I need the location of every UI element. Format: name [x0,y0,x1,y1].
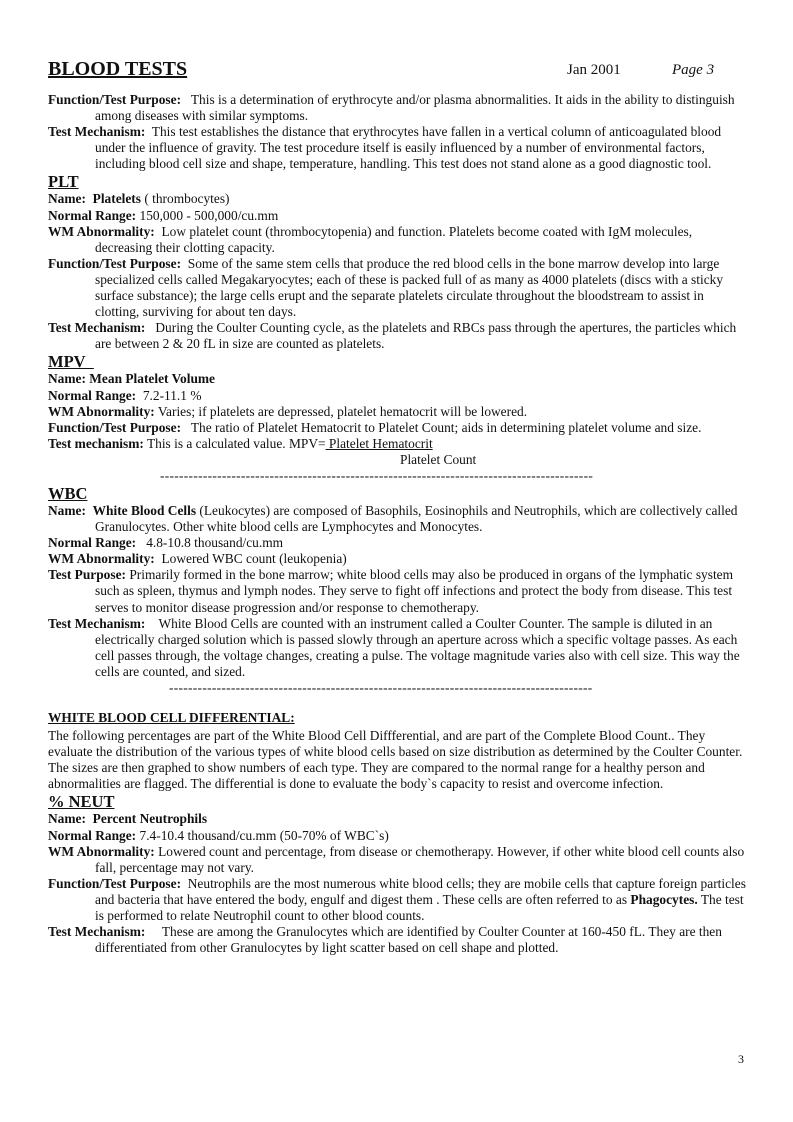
section-heading-mpv: MPV [48,352,86,372]
section-heading-neut: % NEUT [48,792,115,812]
mpv-mechanism: Test mechanism: This is a calculated value. MPV= Platelet Hematocrit [48,435,433,451]
page-number: 3 [738,1052,744,1066]
esr-function-paragraph: Function/Test Purpose: This is a determination of erythrocyte and/or plasma abnormalities. It aids in the ability to distinguish among diseases with similar symptoms. [48,92,735,124]
document-date: Jan 2001 [567,62,621,78]
section-heading-differential: WHITE BLOOD CELL DIFFERENTIAL: [48,710,295,725]
neut-abnormality: WM Abnormality: Lowered count and percentage, from disease or chemotherapy. However, if other white blood cell counts also fall, percentage may not vary. [48,843,745,875]
page-header [48,58,745,84]
plt-mechanism: Test Mechanism: During the Coulter Counting cycle, as the platelets and RBCs pass through the apertures, the particles which are between 2 & 20 fL in size are counted as platelets. [48,320,737,352]
esr-mechanism-paragraph: Test Mechanism: This test establishes the distance that erythrocytes have fallen in a vertical column of anticoagulated blood under the influence of gravity. The test procedure itself is easily influenced by a number of environmental factors, including blood cell size and shape, temperature, handling. This test does not stand alone as a good diagnostic tool. [48,124,722,172]
plt-normal-range: Normal Range: 150,000 - 500,000/cu.mm [48,207,279,223]
mpv-function: Function/Test Purpose: The ratio of Platelet Hematocrit to Platelet Count; aids in determining platelet volume and size. [48,419,702,435]
mpv-normal-range: Normal Range: 7.2-11.1 % [48,387,202,403]
differential-paragraph: The following percentages are part of the White Blood Cell Diffferential, and are part of the Complete Blood Count.. They evaluate the distribution of the various types of white blood cells based on size distribution as determined by the Coulter Counter. The sizes are then graphed to show numbers of each type. They are compared to the normal range for a healthy person and abnormalities are flagged. The differential is done to evaluate the body`s capacity to resist and overcome infection. [48,728,743,792]
neut-name: Name: Percent Neutrophils [48,811,208,827]
mpv-abnormality: WM Abnormality: Varies; if platelets are depressed, platelet hematocrit will be lowered. [48,403,528,419]
wbc-purpose: Test Purpose: Primarily formed in the bone marrow; white blood cells may also be produced in organs of the lymphatic system such as spleen, thymus and lymph nodes. They serve to fight off infections and protect the body from disease. This test serves to monitor disease progression and/or response to chemotherapy. [48,567,734,615]
field-label: Test Mechanism: [48,124,146,140]
mpv-name: Name: Mean Platelet Volume [48,371,215,387]
formula-numerator: Platelet Hematocrit [325,435,433,451]
wbc-normal-range: Normal Range: 4.8-10.8 thousand/cu.mm [48,535,284,551]
plt-name: Name: Platelets ( thrombocytes) [48,191,230,207]
section-divider: ------------------------------------------------------------------------------------------- [160,467,594,483]
page-reference: Page 3 [672,62,715,78]
neut-normal-range: Normal Range: 7.4-10.4 thousand/cu.mm (50-70% of WBC`s) [48,827,389,843]
plt-function: Function/Test Purpose: Some of the same stem cells that produce the red blood cells in the bone marrow develop into large specialized cells called Megakaryocytes; each of these is packed full of as many as 4000 platelets (discs with a sticky surface substance); the large cells erupt and the separate platelets circulate throughout the bloodstream to assist in clotting, surviving for about ten days. [48,255,724,320]
section-heading-plt: PLT [48,172,79,192]
formula-denominator: Platelet Count [400,451,477,467]
wbc-abnormality: WM Abnormality: Lowered WBC count (leukopenia) [48,551,347,567]
wbc-name: Name: White Blood Cells (Leukocytes) are composed of Basophils, Eosinophils and Neutrophils, which are collectively called Granulocytes. Other white blood cells are Lymphocytes and Monocytes. [48,502,738,535]
plt-abnormality: WM Abnormality: Low platelet count (thrombocytopenia) and function. Platelets become coated with IgM molecules, decreasing their clotting capacity. [48,223,693,255]
neut-function: Function/Test Purpose: Neutrophils are the most numerous white blood cells; they are mobile cells that capture foreign particles and bacteria that have entered the body, engulf and digest them . These cells are often referred to as Phagocytes. The test is performed to relate Neutrophil count to other blood counts. [48,875,746,924]
section-divider: ----------------------------------------------------------------------------------------- [169,680,593,695]
neut-mechanism: Test Mechanism: These are among the Granulocytes which are identified by Coulter Counter at 160-450 fL. They are then differentiated from other Granulocytes by light scatter based on cell shape and plotted. [48,924,722,956]
section-heading-wbc: WBC [48,483,88,503]
document-body [48,92,748,956]
wbc-mechanism: Test Mechanism: White Blood Cells are counted with an instrument called a Coulter Counter. The sample is diluted in an electrically charged solution which is passed slowly through an aperture across which a specific voltage passes. As each cell passes through, the voltage changes, creating a pulse. The voltage magnitude varies also with cell size. This way the cells are counted, and sized. [48,615,740,679]
phagocytes-term: Phagocytes. [630,891,698,907]
document-title: BLOOD TESTS [48,58,188,80]
field-label: Function/Test Purpose: [48,92,182,107]
